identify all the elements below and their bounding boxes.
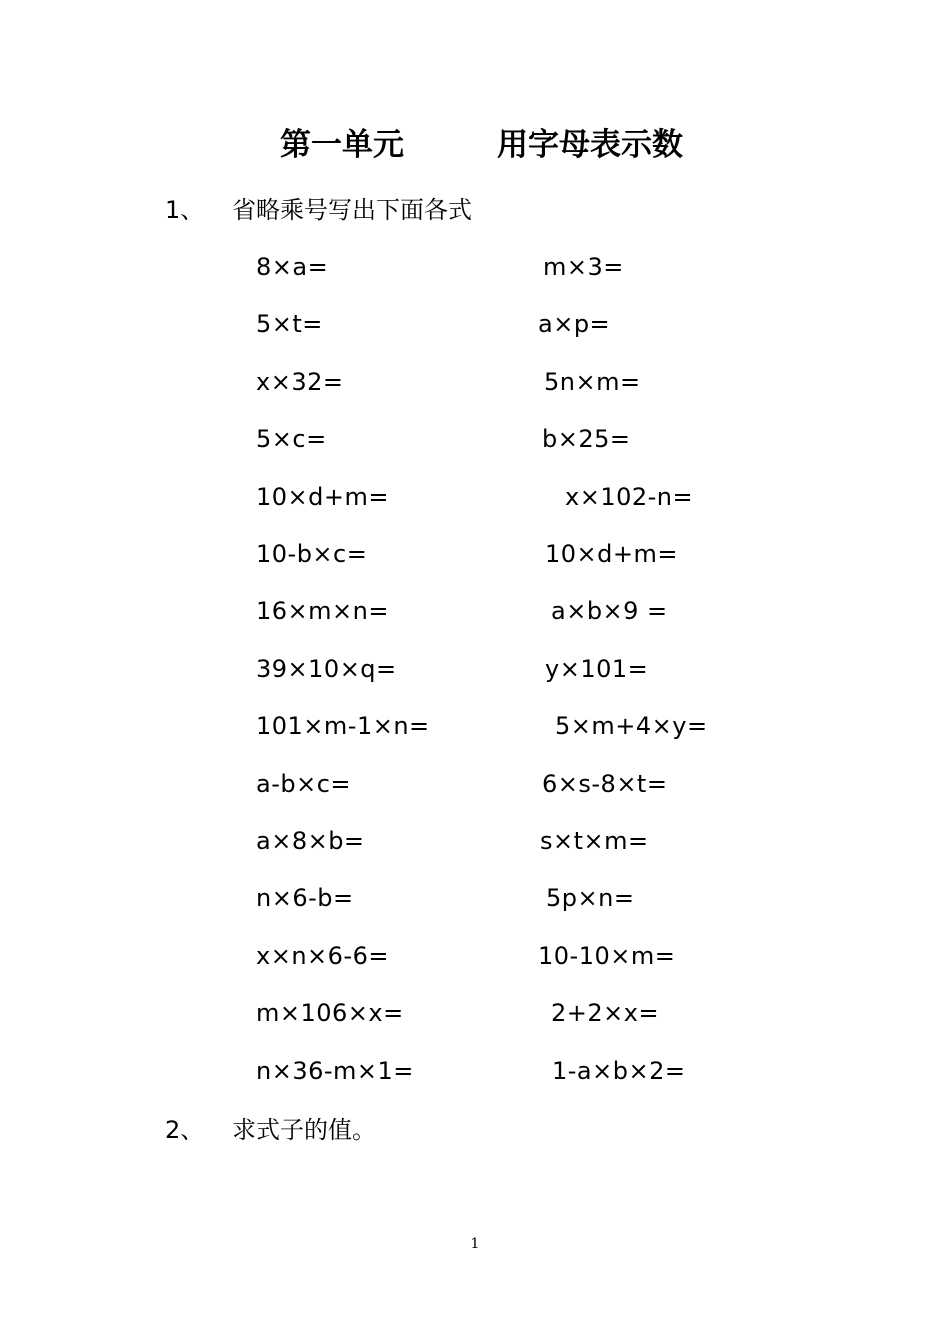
- expression-left: 10×d+m=: [256, 483, 389, 511]
- question-1-number: 1、: [165, 196, 205, 224]
- unit-title: 第一单元: [280, 127, 404, 163]
- expression-right: m×3=: [543, 253, 624, 281]
- question-2-number: 2、: [165, 1116, 205, 1144]
- expression-right: y×101=: [545, 655, 649, 683]
- expression-right: 5×m+4×y=: [555, 712, 708, 740]
- expression-left: 8×a=: [256, 253, 329, 281]
- expression-left: 5×t=: [256, 310, 323, 338]
- expression-left: x×32=: [256, 368, 344, 396]
- expression-left: 10-b×c=: [256, 540, 368, 568]
- expression-right: 10×d+m=: [545, 540, 678, 568]
- expression-right: a×b×9 =: [551, 597, 668, 625]
- expression-left: n×36-m×1=: [256, 1057, 414, 1085]
- expression-left: a-b×c=: [256, 770, 352, 798]
- expression-right: 10-10×m=: [538, 942, 676, 970]
- expression-left: m×106×x=: [256, 999, 404, 1027]
- expression-left: 101×m-1×n=: [256, 712, 430, 740]
- expression-right: b×25=: [542, 425, 631, 453]
- expression-left: 16×m×n=: [256, 597, 389, 625]
- unit-subtitle: 用字母表示数: [497, 127, 683, 163]
- expression-right: 2+2×x=: [551, 999, 660, 1027]
- question-2-text: 求式子的值。: [232, 1116, 376, 1144]
- expression-right: s×t×m=: [540, 827, 649, 855]
- expression-left: x×n×6-6=: [256, 942, 389, 970]
- expression-right: a×p=: [538, 310, 611, 338]
- page-number: 1: [470, 1236, 480, 1252]
- expression-left: 39×10×q=: [256, 655, 397, 683]
- expression-right: 1-a×b×2=: [552, 1057, 686, 1085]
- expression-left: n×6-b=: [256, 884, 354, 912]
- expression-right: 5n×m=: [544, 368, 641, 396]
- question-1-text: 省略乘号写出下面各式: [232, 196, 472, 224]
- expression-right: 6×s-8×t=: [542, 770, 668, 798]
- expression-left: 5×c=: [256, 425, 327, 453]
- expression-right: x×102-n=: [565, 483, 694, 511]
- expression-left: a×8×b=: [256, 827, 365, 855]
- expression-right: 5p×n=: [546, 884, 635, 912]
